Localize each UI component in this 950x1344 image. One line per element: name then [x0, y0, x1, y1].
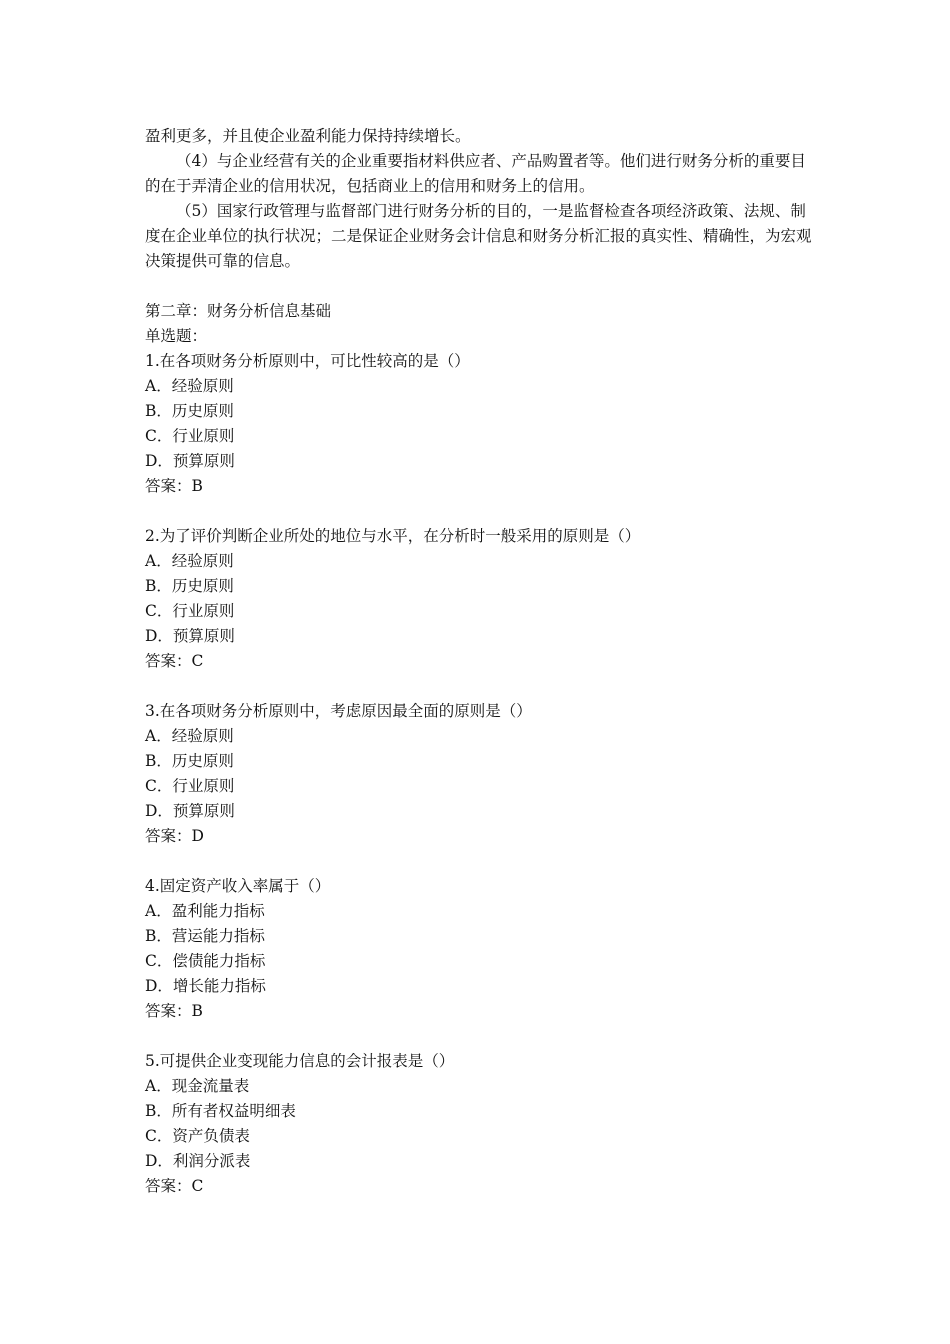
option-c: C．行业原则	[145, 602, 235, 620]
option-a: A．盈利能力指标	[145, 902, 265, 920]
option-b: B．历史原则	[145, 402, 234, 420]
option-a: A．经验原则	[145, 377, 234, 395]
section-heading: 单选题：	[145, 327, 208, 345]
option-d: D．增长能力指标	[145, 977, 266, 995]
question-block	[145, 524, 815, 674]
option-d: D．预算原则	[145, 452, 235, 470]
paragraph-continuation: 盈利更多，并且使企业盈利能力保持持续增长。	[145, 127, 471, 145]
answer-text: 答案：B	[145, 1002, 203, 1020]
option-c: C．行业原则	[145, 427, 235, 445]
answer-text: 答案：B	[145, 477, 203, 495]
question-block	[145, 349, 815, 499]
option-b: B．所有者权益明细表	[145, 1102, 296, 1120]
option-d: D．利润分派表	[145, 1152, 251, 1170]
option-b: B．营运能力指标	[145, 927, 265, 945]
option-c: C．偿债能力指标	[145, 952, 266, 970]
question-text: 2.为了评价判断企业所处的地位与水平，在分析时一般采用的原则是（）	[145, 527, 641, 545]
question-text: 4.固定资产收入率属于（）	[145, 877, 331, 895]
paragraph-4: （4）与企业经营有关的企业重要指材料供应者、产品购置者等。他们进行财务分析的重要目的在于弄清企业的信用状况，包括商业上的信用和财务上的信用。	[145, 152, 806, 195]
chapter-title: 第二章：财务分析信息基础	[145, 302, 332, 320]
document-page	[145, 124, 815, 1199]
answer-text: 答案：D	[145, 827, 204, 845]
answer-text: 答案：C	[145, 652, 204, 670]
question-block	[145, 699, 815, 849]
answer-text: 答案：C	[145, 1177, 204, 1195]
question-text: 1.在各项财务分析原则中，可比性较高的是（）	[145, 352, 470, 370]
option-d: D．预算原则	[145, 802, 235, 820]
option-d: D．预算原则	[145, 627, 235, 645]
question-block	[145, 874, 815, 1024]
question-text: 3.在各项财务分析原则中，考虑原因最全面的原则是（）	[145, 702, 532, 720]
option-c: C．行业原则	[145, 777, 235, 795]
option-b: B．历史原则	[145, 752, 234, 770]
question-text: 5.可提供企业变现能力信息的会计报表是（）	[145, 1052, 455, 1070]
option-a: A．经验原则	[145, 552, 234, 570]
paragraph-5: （5）国家行政管理与监督部门进行财务分析的目的，一是监督检查各项经济政策、法规、制度在企业单位的执行状况；二是保证企业财务会计信息和财务分析汇报的真实性、精确性，为宏观决策提供可靠的信息。	[145, 202, 812, 270]
option-a: A．经验原则	[145, 727, 234, 745]
question-block	[145, 1049, 815, 1199]
option-a: A．现金流量表	[145, 1077, 250, 1095]
option-c: C．资产负债表	[145, 1127, 250, 1145]
option-b: B．历史原则	[145, 577, 234, 595]
